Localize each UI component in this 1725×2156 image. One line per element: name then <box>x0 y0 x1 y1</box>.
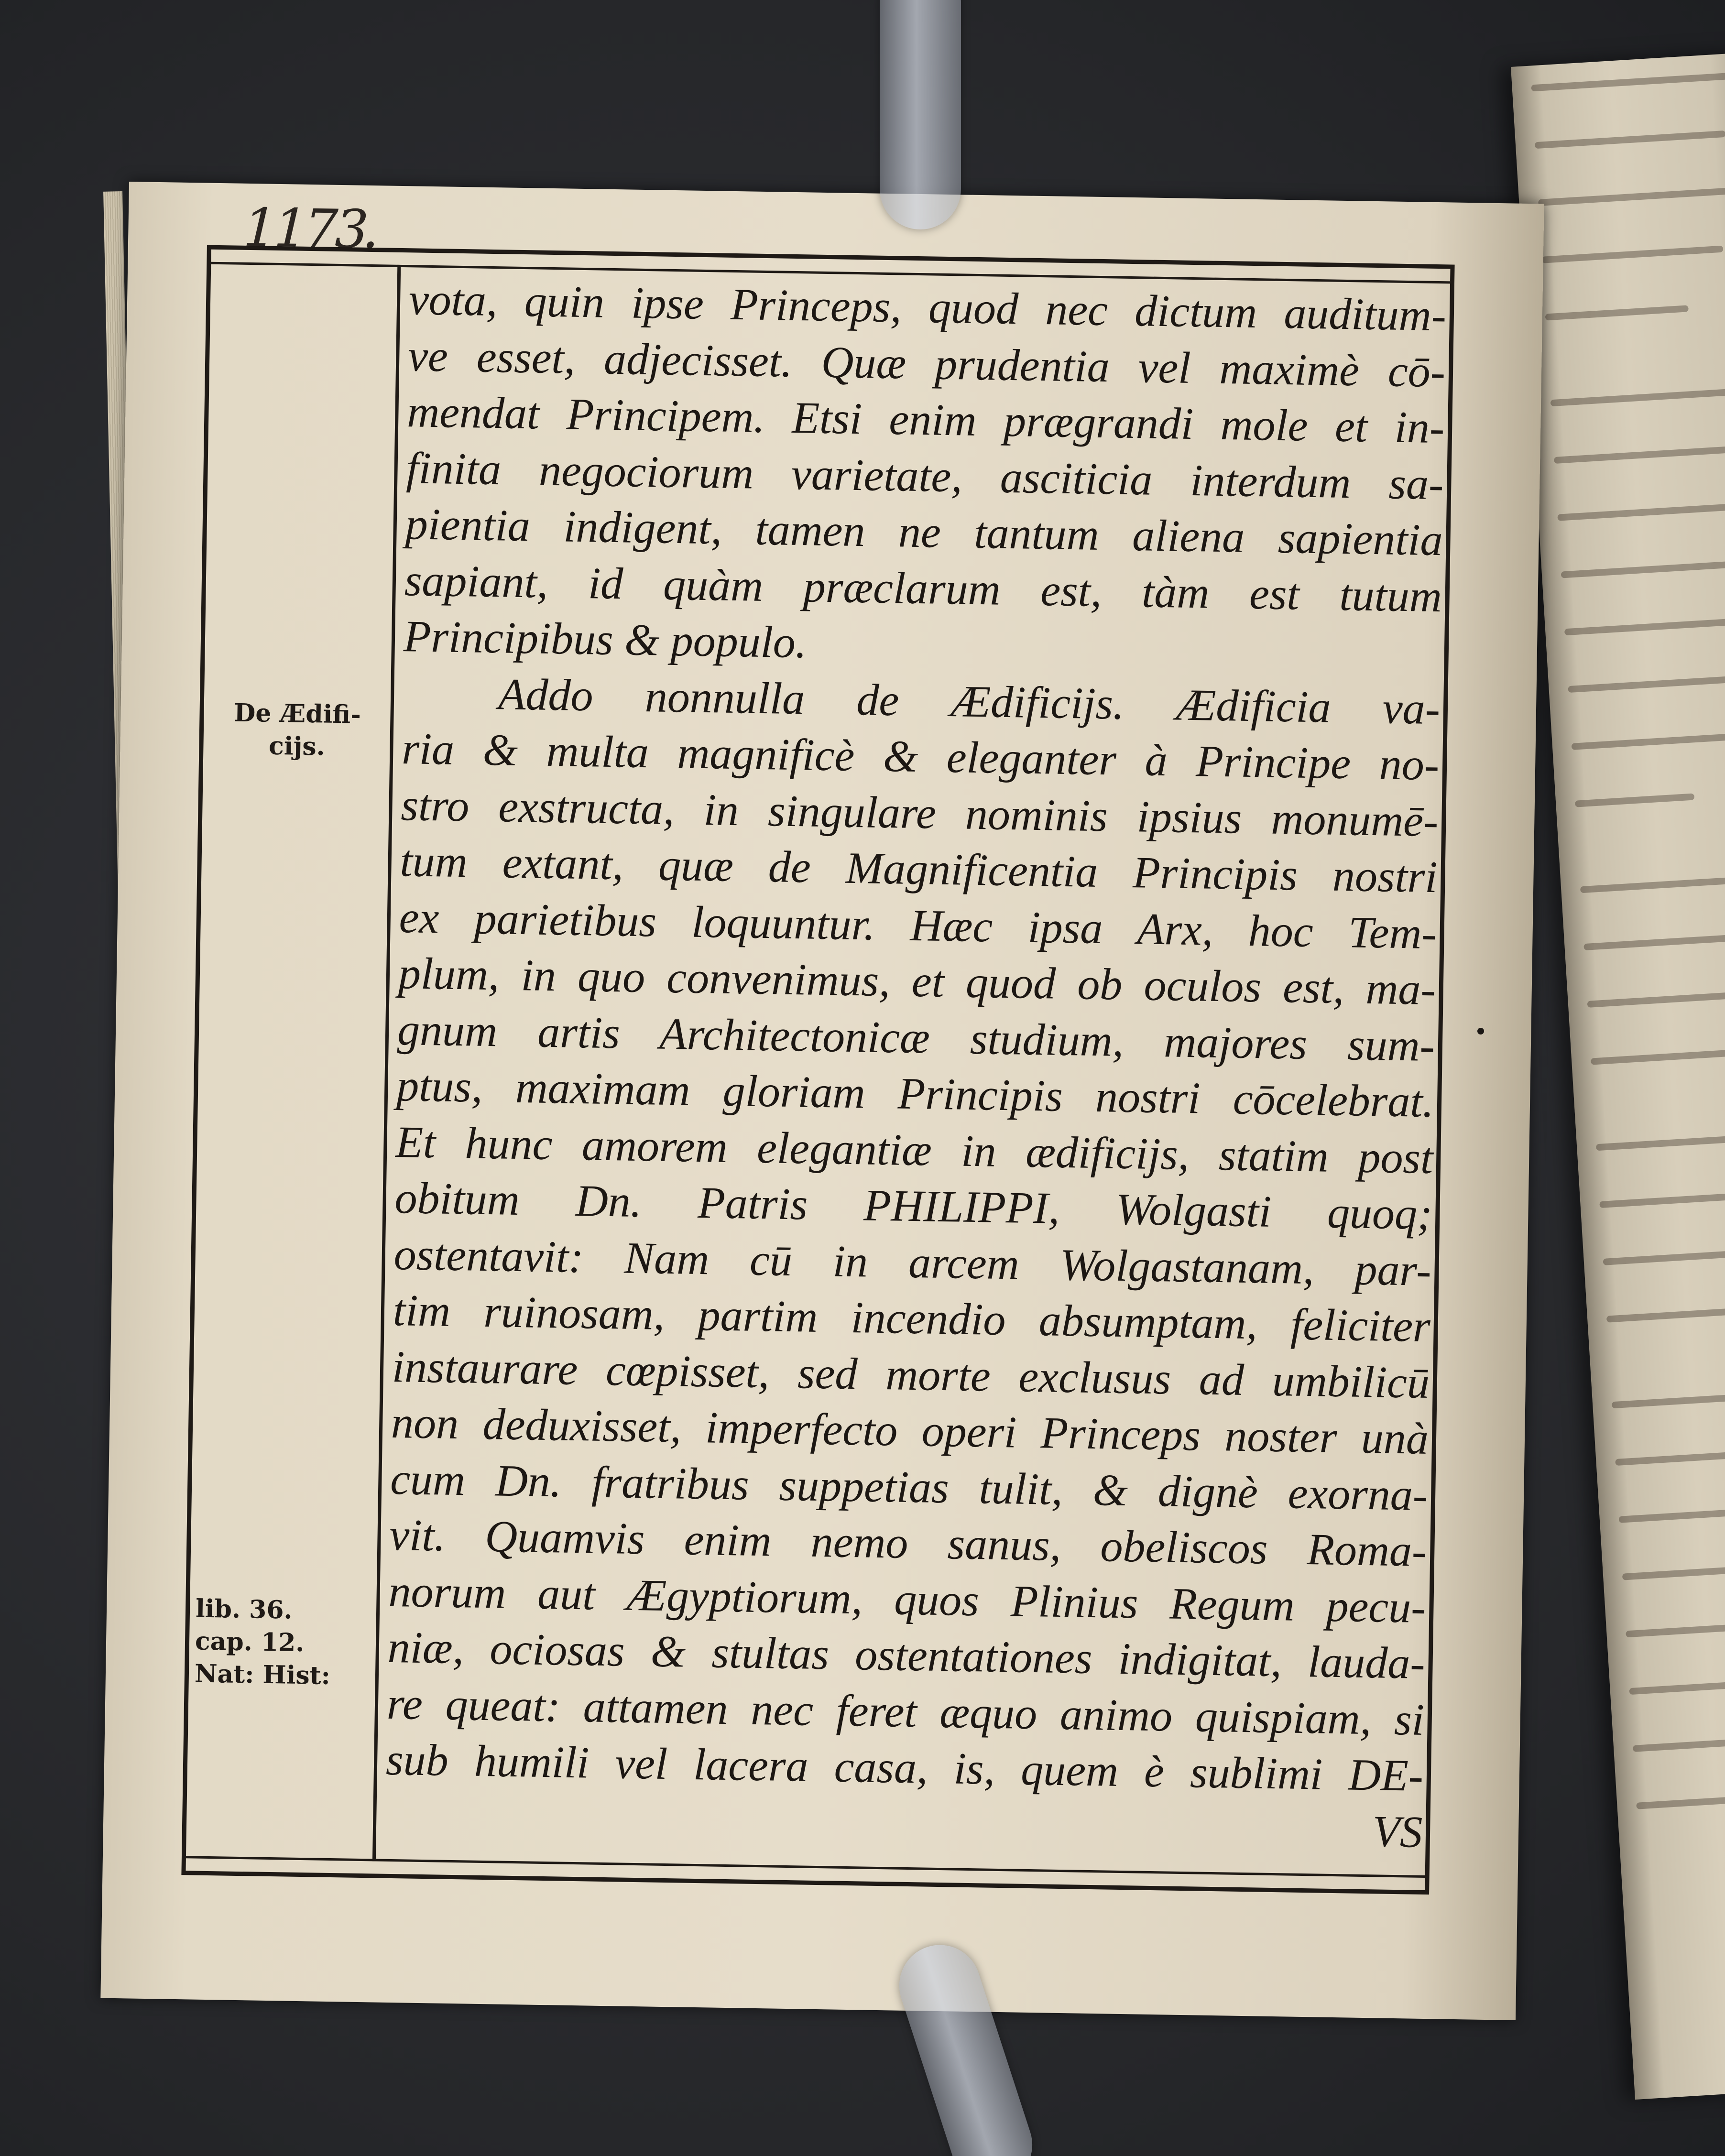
handwriting-line <box>1568 676 1725 693</box>
margin-column <box>186 250 397 1874</box>
text-line: instaurare cœpisset, sed morte exclusus ad umbilicū <box>392 1341 1430 1408</box>
text-line: vit. Quamvis enim nemo sanus, obeliscos Roma- <box>389 1510 1428 1576</box>
handwriting-line <box>1561 561 1725 578</box>
handwriting-line <box>1633 1735 1725 1752</box>
handwriting-line <box>1619 1505 1725 1523</box>
pin-hole <box>1477 1028 1484 1034</box>
text-line: obitum Dn. Patris PHILIPPI, Wolgasti quoq; <box>394 1173 1433 1240</box>
text-line: ex parietibus loquuntur. Hæc ipsa Arx, hoc Tem- <box>399 892 1437 958</box>
handwriting-line <box>1557 503 1725 521</box>
text-line: finita negociorum varietate, asciticia interdum sa- <box>405 443 1444 509</box>
text-line: vota, quin ipse Princeps, quod nec dictum auditum- <box>408 274 1447 341</box>
handwriting-line <box>1580 874 1725 893</box>
handwriting-line <box>1564 617 1725 636</box>
handwriting-line <box>1554 445 1725 464</box>
main-text <box>384 272 1446 1861</box>
text-line: plum, in quo convenimus, et quod ob oculos est, ma- <box>398 948 1436 1015</box>
handwriting-line <box>1615 1448 1725 1466</box>
text-line: norum aut Ægyptiorum, quos Plinius Regum pecu- <box>388 1566 1427 1633</box>
handwriting-line <box>1591 1049 1725 1065</box>
handwriting-line <box>1599 1189 1725 1208</box>
margin-note-line: lib. 36. <box>195 1594 293 1625</box>
text-frame <box>181 245 1454 1895</box>
text-line: ostentavit: Nam cū in arcem Wolgastanam, par- <box>393 1229 1432 1296</box>
text-line: Et hunc amorem elegantiæ in ædificijs, statim post <box>395 1117 1434 1183</box>
text-line: ve esset, adjecisset. Quæ prudentia vel maximè cō- <box>407 330 1446 397</box>
text-line: sub humili vel lacera casa, is, quem è sublimi DE- <box>385 1734 1424 1801</box>
handwriting-line <box>1583 932 1725 950</box>
handwriting-line <box>1606 1306 1725 1323</box>
margin-note-aedificijs <box>207 697 387 764</box>
handwriting-line <box>1612 1390 1725 1409</box>
text-line: sapiant, id quàm præclarum est, tàm est tutum <box>404 555 1442 621</box>
text-line: ria & multa magnificè & eleganter à Principe no- <box>401 724 1440 790</box>
handwriting-line <box>1629 1677 1725 1695</box>
handwriting-line <box>1603 1248 1725 1265</box>
margin-note-line: cijs. <box>268 731 326 762</box>
text-line: Principibus & populo. <box>403 611 808 668</box>
text-line: tum extant, quæ de Magnificentia Principis nostri <box>399 836 1438 903</box>
handwriting-line <box>1636 1793 1725 1809</box>
handwriting-line <box>1626 1619 1725 1637</box>
handwriting-line <box>1575 793 1694 807</box>
page-clip-top <box>880 0 961 229</box>
text-line: tim ruinosam, partim incendio absumptam, feliciter <box>393 1285 1431 1352</box>
handwriting-line <box>1541 246 1723 263</box>
frame-rule-bottom <box>186 1856 1425 1878</box>
text-line: stro exstructa, in singulare nominis ipsius monumē- <box>400 780 1439 846</box>
handwriting-line <box>1531 72 1725 92</box>
text-line: re queat: attamen nec feret æquo animo quispiam, si <box>386 1678 1425 1745</box>
handwriting-line <box>1572 731 1725 750</box>
text-line: ptus, maximam gloriam Principis nostri cōcelebrat. <box>396 1061 1434 1127</box>
handwriting-line <box>1535 131 1725 149</box>
handwriting-line <box>1545 305 1689 320</box>
facing-page-edge <box>1511 52 1725 2100</box>
text-line: non deduxisset, imperfecto operi Princeps noster unà <box>391 1397 1429 1464</box>
text-line: gnum artis Architectonicæ studium, majores sum- <box>397 1004 1435 1071</box>
handwriting-line <box>1596 1132 1725 1151</box>
folio-number: 1173. <box>236 196 387 261</box>
handwriting-line <box>1587 989 1725 1007</box>
margin-note-line: cap. 12. <box>195 1626 305 1658</box>
margin-note-plinius-reference <box>194 1593 375 1693</box>
text-line: cum Dn. fratribus suppetias tulit, & dignè exorna- <box>390 1454 1428 1520</box>
margin-note-line: Nat: Hist: <box>194 1659 331 1690</box>
text-line: Addo nonnulla de Ædificijs. Ædificia va- <box>498 669 1441 734</box>
text-line: pientia indigent, tamen ne tantum aliena sapientia <box>405 499 1443 566</box>
book-page <box>100 182 1544 2020</box>
handwriting-line <box>1622 1564 1725 1580</box>
text-line: niæ, ociosas & stultas ostentationes indigitat, lauda- <box>387 1622 1426 1688</box>
margin-note-line: De Ædifi- <box>233 698 361 730</box>
catchword: VS <box>1372 1806 1423 1857</box>
text-line: mendat Principem. Etsi enim prægrandi mole et in- <box>406 387 1445 453</box>
handwriting-line <box>1538 187 1725 206</box>
handwriting-line <box>1550 388 1725 407</box>
